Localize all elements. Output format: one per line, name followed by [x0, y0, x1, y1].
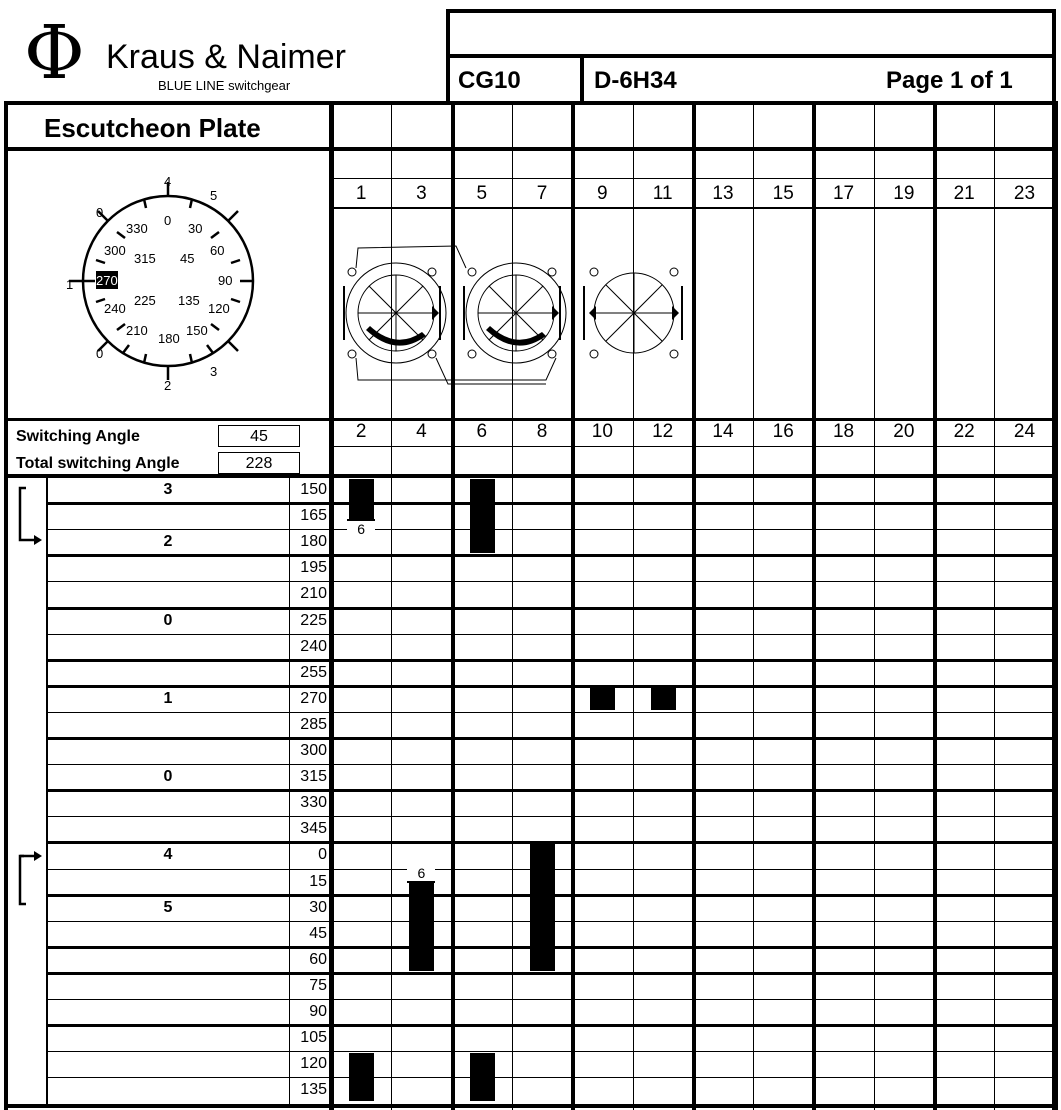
table-row-line: [46, 502, 1055, 505]
terminal-top-label: 21: [953, 183, 975, 204]
angle-label: 315: [300, 768, 327, 786]
angle-label: 75: [309, 976, 327, 994]
terminal-top-label: 23: [1013, 183, 1036, 204]
angle-label: 330: [300, 794, 327, 812]
grid-column-line: [391, 101, 392, 1110]
dial-inner-label: 225: [134, 293, 156, 308]
dial-inner-label: 0: [164, 213, 172, 228]
page-indicator: Page 1 of 1: [886, 67, 1013, 94]
terminal-top-label: 11: [652, 183, 673, 204]
angle-label: 165: [300, 507, 327, 525]
terminal-bottom-label: 12: [652, 421, 674, 442]
terminal-bottom-label: 6: [476, 421, 488, 442]
contact-closed-bar: [409, 871, 434, 971]
table-row-line: [46, 1024, 1055, 1027]
grid-column-line: [512, 101, 513, 1110]
dial-inner-label: 90: [218, 273, 233, 288]
terminal-top-label: 9: [597, 183, 608, 204]
grid-column-line: [1054, 101, 1058, 1110]
grid-row-line: [331, 147, 1055, 148]
table-row-line: [46, 999, 1055, 1000]
table-row-line: [46, 659, 1055, 662]
table-row-line: [46, 634, 1055, 635]
grid-column-line: [874, 101, 875, 1110]
angle-label: 0: [318, 846, 327, 864]
contact-closed-bar: [530, 844, 555, 971]
angle-label: 15: [309, 872, 327, 890]
dial-inner-label: 300: [104, 243, 126, 258]
contact-closed-bar: [590, 688, 615, 710]
angle-label: 150: [300, 481, 327, 498]
angle-label: 210: [300, 585, 327, 603]
grid-column-line: [571, 101, 575, 1110]
table-row-line: [46, 685, 1055, 688]
dial-outer-label: 0: [96, 205, 104, 220]
terminal-top-label: 13: [712, 183, 734, 204]
dial-inner-label: 135: [178, 293, 200, 308]
terminal-bottom-label: 2: [355, 421, 367, 442]
dial-inner-label: 150: [186, 323, 208, 338]
terminal-bottom-label: 10: [591, 421, 613, 442]
table-col-line: [46, 478, 48, 1108]
angle-label: 300: [300, 742, 327, 759]
angle-label: 90: [309, 1003, 327, 1020]
angle-label: 345: [300, 820, 327, 838]
dial-inner-label: 240: [104, 301, 126, 316]
terminal-bottom-label: 16: [772, 421, 794, 442]
overlap-mark: 6: [407, 865, 435, 883]
contact-diagram: [336, 238, 696, 388]
total-switching-angle-value: 228: [218, 452, 300, 474]
dial-inner-label: 210: [126, 323, 148, 338]
contact-closed-bar: [470, 1053, 495, 1101]
table-row-line: [46, 712, 1055, 713]
dial-inner-label: 180: [158, 331, 180, 346]
brand-name: Kraus & Naimer: [106, 38, 346, 76]
terminal-bottom-label: 18: [832, 421, 855, 442]
terminal-bottom-label: 22: [953, 421, 975, 442]
grid-column-line: [633, 101, 634, 1110]
grid-column-line: [933, 101, 937, 1110]
angle-label: 105: [300, 1029, 327, 1047]
table-row-line: [46, 789, 1055, 792]
position-arrows: [10, 484, 44, 914]
angle-label: 240: [300, 637, 327, 655]
dial-outer-label: 4: [164, 174, 172, 189]
brand-tagline: BLUE LINE switchgear: [158, 78, 291, 93]
grid-column-line: [812, 101, 816, 1110]
switch-position-label: 3: [163, 481, 173, 498]
angle-label: 195: [300, 559, 327, 577]
angle-label: 285: [300, 715, 327, 733]
terminal-bottom-label: 8: [536, 421, 548, 442]
angle-label: 225: [300, 611, 327, 629]
terminal-bottom-label: 24: [1013, 421, 1036, 442]
table-row-line: [46, 972, 1055, 975]
table-row-line: [46, 554, 1055, 557]
angle-label: 30: [309, 898, 327, 916]
total-switching-angle-label: Total switching Angle: [16, 455, 180, 472]
switching-angle-value: 45: [218, 425, 300, 447]
terminal-bottom-label: 20: [893, 421, 915, 442]
terminal-bottom-label: 14: [712, 421, 734, 442]
dial-outer-label: 3: [210, 364, 218, 379]
angle-label: 45: [309, 924, 327, 942]
terminal-top-label: 17: [832, 183, 855, 204]
table-row-line: [46, 1077, 1055, 1078]
switch-position-label: 5: [163, 898, 173, 916]
table-row-line: [46, 816, 1055, 817]
escutcheon-dial: [50, 168, 290, 398]
table-row-line: [46, 529, 1055, 530]
dial-inner-label: 330: [126, 221, 148, 236]
dial-inner-label: 45: [180, 251, 195, 266]
table-col-line: [289, 478, 290, 1108]
switch-position-label: 0: [163, 611, 173, 629]
table-row-line: [46, 737, 1055, 740]
terminal-bottom-label: 4: [416, 421, 427, 442]
terminal-top-label: 19: [893, 183, 915, 204]
table-row-line: [46, 1051, 1055, 1052]
angle-label: 270: [300, 689, 327, 707]
product-code: D-6H34: [594, 67, 677, 94]
section-title: Escutcheon Plate: [44, 113, 261, 143]
switching-angle-label: Switching Angle: [16, 428, 140, 445]
contact-closed-bar: [349, 1053, 374, 1101]
switch-position-label: 0: [163, 768, 173, 786]
grid-row-line: [331, 207, 1055, 209]
overlap-mark: 6: [347, 519, 375, 537]
contact-closed-bar: [651, 688, 676, 710]
dial-inner-label: 270: [96, 273, 118, 288]
grid-row-line: [331, 446, 1055, 447]
angle-label: 120: [300, 1055, 327, 1073]
dial-outer-label: 5: [210, 188, 218, 203]
grid-column-line: [753, 101, 754, 1110]
angle-label: 135: [300, 1081, 327, 1099]
table-row-line: [46, 764, 1055, 765]
dial-inner-label: 60: [210, 243, 225, 258]
dial-outer-label: 1: [66, 277, 74, 292]
angle-label: 255: [300, 663, 327, 681]
dial-inner-label: 120: [208, 301, 230, 316]
switch-position-label: 4: [163, 846, 173, 864]
grid-row-line: [331, 178, 1055, 179]
logo-mark: Φ: [24, 10, 85, 96]
terminal-top-label: 7: [536, 183, 548, 204]
dial-inner-label: 315: [134, 251, 156, 266]
grid-column-line: [451, 101, 455, 1110]
angle-label: 60: [309, 950, 327, 968]
table-row-line: [46, 607, 1055, 610]
terminal-top-label: 1: [355, 183, 367, 204]
terminal-top-label: 15: [772, 183, 794, 204]
terminal-top-label: 5: [476, 183, 488, 204]
grid-column-line: [994, 101, 995, 1110]
grid-column-line: [330, 101, 334, 1110]
table-row-line: [46, 581, 1055, 582]
angle-label: 180: [300, 533, 327, 551]
model-code: CG10: [458, 67, 521, 94]
dial-inner-label: 30: [188, 221, 203, 236]
switch-position-label: 2: [163, 533, 173, 551]
dial-outer-label: 2: [164, 378, 172, 393]
dial-outer-label: 0: [96, 346, 104, 361]
contact-closed-bar: [470, 479, 495, 553]
switch-position-label: 1: [163, 689, 173, 707]
grid-column-line: [692, 101, 696, 1110]
terminal-top-label: 3: [416, 183, 427, 204]
